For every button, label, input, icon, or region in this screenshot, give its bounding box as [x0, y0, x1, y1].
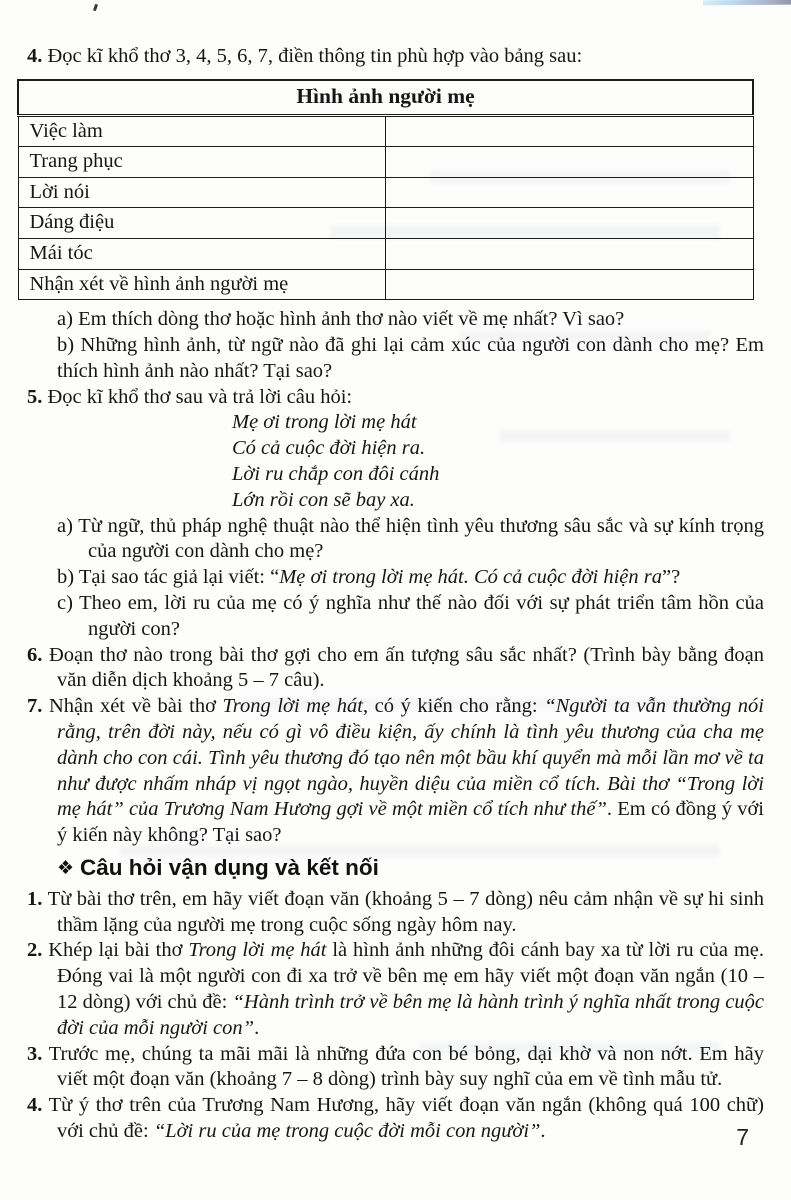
- section-heading: [57, 854, 764, 884]
- question-5a: [57, 514, 764, 566]
- question-5c: [57, 591, 764, 643]
- table-title: Hình ảnh người mẹ: [18, 80, 753, 115]
- question-5c-text: Theo em, lời ru của mẹ có ý nghĩa như thế nào đối với sự phát triển tâm hồn của người con?: [79, 591, 764, 640]
- poem-quote: [232, 410, 764, 513]
- table-row-label: Lời nói: [18, 177, 386, 208]
- apply-question-4-text: [49, 1094, 764, 1142]
- table-row: [18, 147, 753, 178]
- text-run: ”?: [662, 566, 681, 589]
- text-run: là hình ảnh những đôi cánh bay xa từ lời ru của mẹ. Đóng vai là một người con đi xa trở về bên mẹ em hãy viết một đoạn văn ngắn (10 – 12 dòng) với chủ đề:: [57, 939, 764, 1014]
- table-body: [18, 115, 753, 300]
- question-5a-label: a): [57, 514, 73, 537]
- table-row-empty-cell: [386, 269, 754, 300]
- apply-question-4: [27, 1093, 764, 1145]
- table-row-label: Mái tóc: [18, 238, 386, 269]
- question-5: [27, 385, 764, 411]
- table-row: [18, 208, 753, 239]
- question-4b-label: b): [57, 333, 75, 356]
- question-4b-text: Những hình ảnh, từ ngữ nào đã ghi lại cảm xúc của người con dành cho mẹ? Em thích hình ảnh nào nhất? Tại sao?: [57, 333, 764, 382]
- scan-edge-artifact: [703, 0, 791, 5]
- text-run: “Người ta vẫn thường nói rằng, trên đời này, nếu có gì vô điều kiện, ấy chính là tình yêu thương của cha mẹ dành cho con cái. Tình yêu thương đó tạo nên một bầu khí quyển mà mỗi lần mơ về ta như được nhấm nháp vị ngọt ngào, huyền diệu của miền cổ tích. Bài thơ “Trong lời mẹ hát” của Trương Nam Hương gợi về một miền cổ tích như thế”: [57, 695, 764, 821]
- apply-question-1-text: Từ bài thơ trên, em hãy viết đoạn văn (khoảng 5 – 7 dòng) nêu cảm nhận về sự hi sinh thầm lặng của người mẹ trong cuộc sống ngày hôm nay.: [47, 887, 764, 936]
- question-4a: [57, 307, 764, 333]
- question-4a-text: Em thích dòng thơ hoặc hình ảnh thơ nào viết về mẹ nhất? Vì sao?: [78, 308, 625, 331]
- text-run: Nhận xét về bài thơ: [48, 695, 223, 718]
- question-7-text: [49, 695, 764, 846]
- question-5b-text: [79, 566, 680, 588]
- question-7-number: 7.: [27, 695, 43, 718]
- question-6-text: Đoạn thơ nào trong bài thơ gợi cho em ấn tượng sâu sắc nhất? (Trình bày bằng đoạn văn diễn dịch khoảng 5 – 7 câu).: [48, 643, 764, 692]
- apply-question-3-text: Trước mẹ, chúng ta mãi mãi là những đứa con bé bỏng, dại khờ và non nớt. Em hãy viết một đoạn văn (khoảng 7 – 8 dòng) trình bày suy nghĩ của em về tình mẫu tử.: [48, 1042, 764, 1091]
- question-4: [27, 44, 764, 70]
- text-run: “Hành trình trở về bên mẹ là hành trình ý nghĩa nhất trong cuộc đời của mỗi người con”: [57, 991, 764, 1039]
- page-number: 7: [736, 1124, 749, 1150]
- mother-image-table: [17, 79, 754, 300]
- text-run: . Em có đồng ý với ý kiến này không? Tại sao?: [57, 798, 764, 847]
- apply-question-3-number: 3.: [27, 1042, 43, 1065]
- apply-question-2: [27, 938, 764, 1041]
- apply-question-1-number: 1.: [27, 887, 43, 910]
- poem-line: Lời ru chắp con đôi cánh: [232, 462, 440, 485]
- apply-question-2-text: [48, 939, 764, 1038]
- question-4a-label: a): [57, 308, 73, 331]
- table-row-empty-cell: [386, 147, 754, 178]
- text-run: Trong lời mẹ hát: [222, 695, 363, 718]
- section-heading-text: Câu hỏi vận dụng và kết nối: [80, 854, 379, 880]
- text-run: Mẹ ơi trong lời mẹ hát. Có cả cuộc đời hiện ra: [279, 566, 662, 589]
- text-run: “Lời ru của mẹ trong cuộc đời mỗi con người”: [153, 1120, 541, 1143]
- text-run: .: [540, 1120, 546, 1143]
- poem-line: Có cả cuộc đời hiện ra.: [232, 437, 426, 460]
- table-row-label: Nhận xét về hình ảnh người mẹ: [18, 269, 386, 300]
- apply-question-3: [27, 1042, 764, 1094]
- question-6-number: 6.: [27, 643, 43, 666]
- question-4b: [57, 333, 764, 385]
- table-header-row: [18, 80, 753, 115]
- table-row-label: Việc làm: [18, 115, 386, 147]
- text-run: Từ ý thơ trên của Trương Nam Hương, hãy viết đoạn văn ngắn (không quá 100 chữ) với chủ đề:: [48, 1094, 764, 1143]
- poem-line: Lớn rồi con sẽ bay xa.: [232, 488, 415, 511]
- question-5a-text: Từ ngữ, thủ pháp nghệ thuật nào thể hiện tình yêu thương sâu sắc và sự kính trọng của người con dành cho mẹ?: [78, 514, 764, 563]
- diamond-icon: ❖: [57, 857, 75, 879]
- scan-speck-artifact: [93, 4, 98, 12]
- question-5b-label: b): [57, 566, 75, 589]
- table-row-empty-cell: [386, 115, 754, 147]
- question-6: [27, 643, 764, 695]
- table-row-label: Dáng điệu: [18, 208, 386, 239]
- table-row-empty-cell: [386, 177, 754, 208]
- apply-question-2-number: 2.: [27, 939, 43, 962]
- text-run: Tại sao tác giả lại viết: “: [78, 566, 280, 589]
- text-run: Trong lời mẹ hát: [188, 939, 327, 962]
- apply-question-1: [27, 887, 764, 939]
- question-4-number: 4.: [27, 45, 43, 67]
- question-4-text: Đọc kĩ khổ thơ 3, 4, 5, 6, 7, điền thông tin phù hợp vào bảng sau:: [47, 45, 583, 67]
- text-run: .: [254, 1016, 260, 1039]
- table-row: [18, 269, 753, 300]
- apply-question-4-number: 4.: [27, 1094, 43, 1117]
- table-row: [18, 115, 753, 147]
- table-row-empty-cell: [386, 208, 754, 239]
- text-run: , có ý kiến cho rằng:: [362, 695, 545, 718]
- question-7: [27, 694, 764, 849]
- question-5b: [57, 565, 764, 591]
- table-row-empty-cell: [386, 238, 754, 269]
- poem-line: Mẹ ơi trong lời mẹ hát: [232, 411, 417, 434]
- text-run: Khép lại bài thơ: [48, 939, 189, 962]
- table-row: [18, 238, 753, 269]
- question-5c-label: c): [57, 591, 73, 614]
- question-5-number: 5.: [27, 385, 43, 408]
- question-5-text: Đọc kĩ khổ thơ sau và trả lời câu hỏi:: [47, 385, 353, 408]
- table-row: [18, 177, 753, 208]
- table-row-label: Trang phục: [18, 147, 386, 178]
- page-content: [27, 44, 764, 1145]
